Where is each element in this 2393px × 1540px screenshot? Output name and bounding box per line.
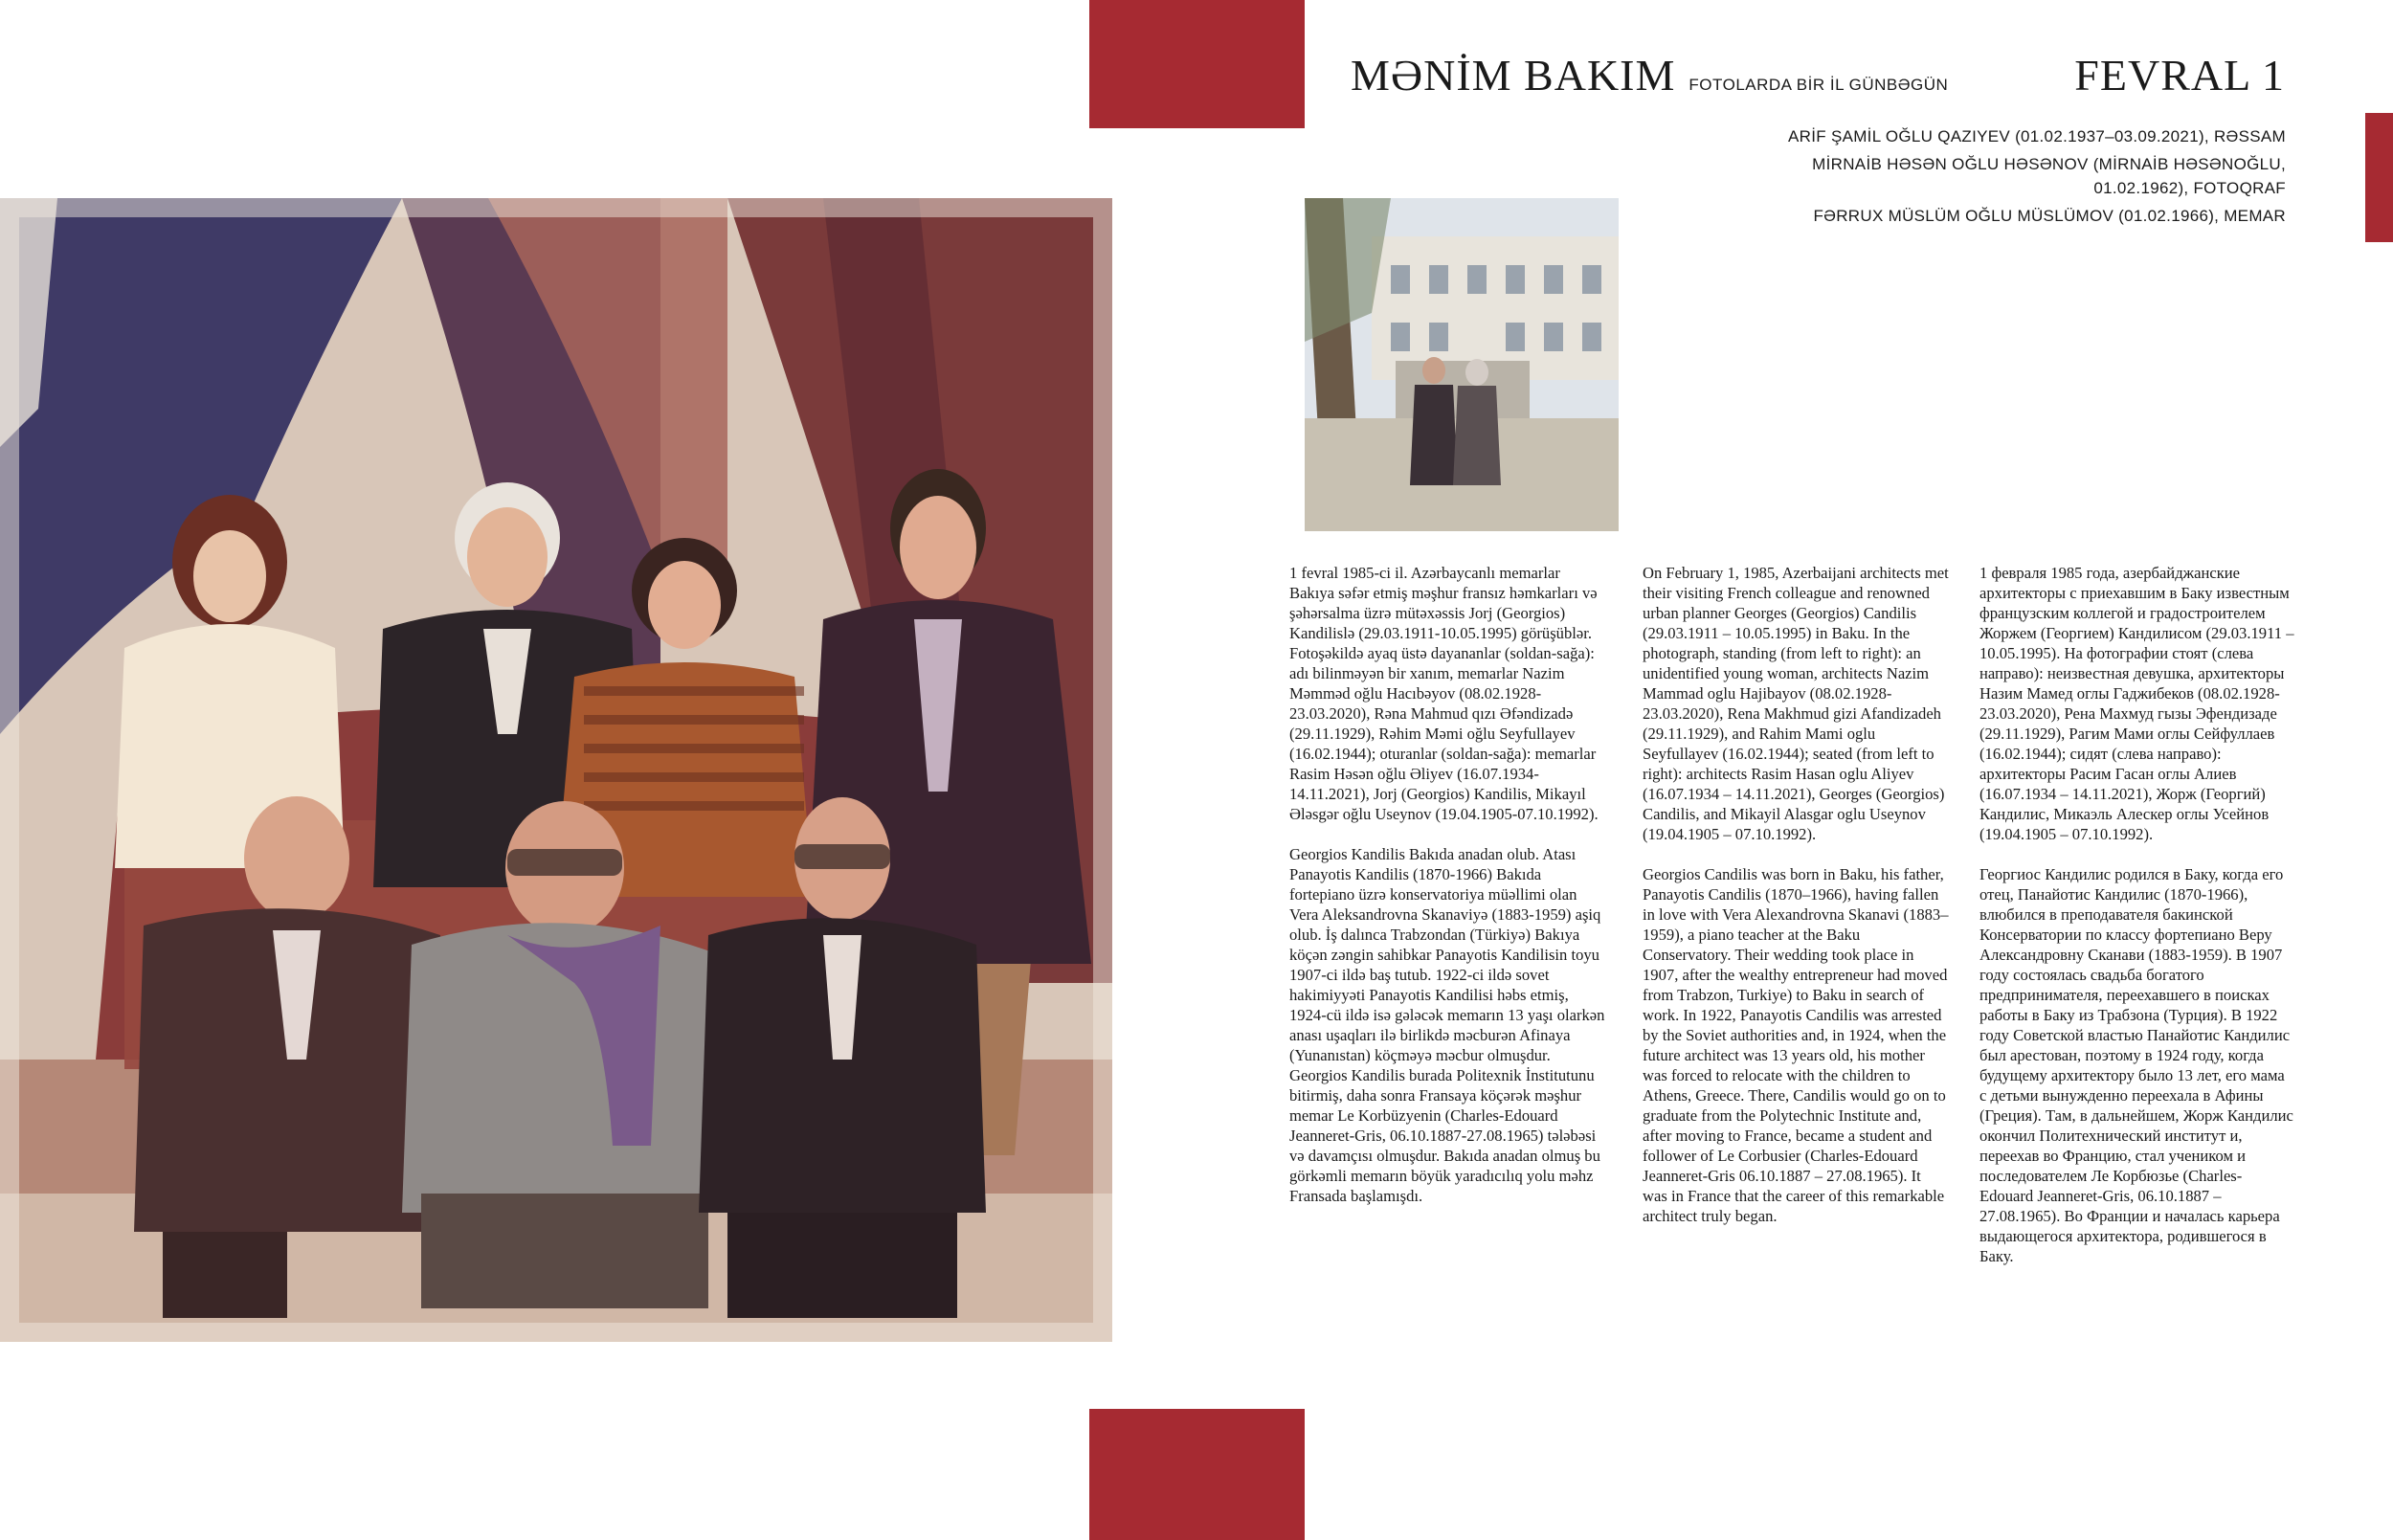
paragraph: Георгиос Кандилис родился в Баку, когда его отец, Панайотис Кандилис (1870-1966), влюбился в преподавателя бакинской Консерватории по классу фортепиано Веру Александровну Сканави (1883-1959). В 1907 году состоялась свадьба богатого предпринимателя, переехавшего в поисках работы в Баку из Трабзона (Турция). В 1922 году Советской властью Панайотис Кандилис был арестован, поэтому в 1924 году, когда будущему архитектору было 13 лет, его мама с детьми вынужденно переехала в Афины (Греция). Там, в дальнейшем, Жорж Кандилис окончил Политехнический институт и, переехав во Францию, стал учеником и последователем Ле Корбюзье (Charles-Edouard Jeanneret-Gris, 06.10.1887 – 27.08.1965). Во Франции и началась карьера выдающегося архитектора, родившегося в Баку. <box>1979 865 2293 1265</box>
paragraph: 1 февраля 1985 года, азербайджанские архитекторы с приехавшим в Баку известным французским коллегой и градостроителем Жоржем (Георгием) Кандилисом (29.03.1911 – 10.05.1995). На фотографии стоят (слева направо): неизвестная девушка, архитекторы Назим Мамед оглы Гаджибеков (08.02.1928-23.03.2020), Рена Махмуд гызы Эфендизаде (29.11.1929), Рагим Мами оглы Сейфуллаев (16.02.1944); сидят (слева направо): архитекторы Расим Гасан оглы Алиев (16.07.1934 – 14.11.2021), Жорж (Георгий) Кандилис, Микаэль Алескер оглы Усейнов (19.04.1905 – 07.10.1992). <box>1979 564 2294 843</box>
book-subtitle: FOTOLARDA BİR İL GÜNBƏGÜN <box>1689 76 1949 94</box>
birthday-entry: MİRNAİB HƏSƏN OĞLU HƏSƏNOV (MİRNAİB HƏSƏNOĞLU, 01.02.1962), FOTOQRAF <box>1812 155 2286 197</box>
paragraph: 1 fevral 1985-ci il. Azərbaycanlı memarlar Bakıya səfər etmiş məşhur fransız həmkarları və şəhərsalma üzrə mütəxəssis Jorj (Georgios) Kandilislə (29.03.1911-10.05.1995) görüşüblər. Fotoşəkildə ayaq üstə dayananlar (soldan-sağa): adı bilinməyən bir xanım, memarlar Nazim Məmməd oğlu Hacıbəyov (08.02.1928-23.03.2020), Rəna Mahmud qızı Əfəndizadə (29.11.1929), Rəhim Məmi oğlu Seyfullayev (16.02.1944); oturanlar (soldan-sağa): memarlar Rasim Həsən oğlu Əliyev (16.07.1934-14.11.2021), Jorj (Georgios) Kandilis, Mikayıl Ələsgər oğlu Useynov (19.04.1905-07.10.1992). <box>1289 564 1599 823</box>
decorative-edge-tab <box>2365 113 2393 242</box>
decorative-top-block <box>1089 0 1305 128</box>
birthday-entry: FƏRRUX MÜSLÜM OĞLU MÜSLÜMOV (01.02.1966), MEMAR <box>1813 207 2286 225</box>
book-title: MƏNİM BAKIM <box>1351 51 1676 100</box>
paragraph: Georgios Candilis was born in Baku, his father, Panayotis Candilis (1870–1966), having fallen in love with Vera Alexandrovna Skanavi (1883–1959), a piano teacher at the Baku Conservatory. Their wedding took place in 1907, after the wealthy entrepreneur had moved from Trabzon, Turkiye) to Baku in search of work. In 1922, Panayotis Candilis was arrested by the Soviet authorities and, in 1924, when the future architect was 13 years old, his mother was forced to relocate with the children to Athens, Greece. There, Candilis would go on to graduate from the Polytechnic Institute and, after moving to France, became a student and follower of Le Corbusier (Charles-Edouard Jeanneret-Gris 06.10.1887 – 27.08.1965). It was in France that the career of this remarkable architect truly began. <box>1643 865 1949 1225</box>
birthday-entry: ARİF ŞAMİL OĞLU QAZIYEV (01.02.1937–03.09.2021), RƏSSAM <box>1788 127 2286 145</box>
text-column-russian <box>1979 563 2295 1286</box>
text-column-azerbaijani <box>1289 563 1609 1226</box>
group-photograph <box>0 198 1112 1342</box>
paragraph: Georgios Kandilis Bakıda anadan olub. Atası Panayotis Kandilis (1870-1966) Bakıda fortepiano üzrə konservatoriya müəllimi olan Vera Aleksandrovna Skanaviyə (1883-1959) aşiq olub. İş dalınca Trabzondan (Türkiyə) Bakıya köçən zəngin sahibkar Panayotis Kandilisin toyu 1907-ci ildə baş tutub. 1922-ci ildə sovet hakimiyyəti Panayotis Kandilisi həbs etmiş, 1924-cü ildə isə gələcək memarın 13 yaşı olarkən anası uşaqları ilə birlikdə məcburən Afinaya (Yunanıstan) köçməyə məcbur olmuşdur. Georgios Kandilis burada Politexnik İnstitutunu bitirmiş, daha sonra Fransaya köçərək məşhur memar Le Korbüzyenin (Charles-Edouard Jeanneret-Gris, 06.10.1887-27.08.1965) tələbəsi və davamçısı olmuşdur. Bakıda anadan olmuş bu görkəmli memarın böyük yaradıcılıq yolu məhz Fransada başlamışdı. <box>1289 845 1605 1205</box>
birthday-list <box>1750 124 2286 232</box>
street-photograph <box>1305 198 1619 531</box>
date-heading: FEVRAL 1 <box>2074 51 2285 100</box>
paragraph: On February 1, 1985, Azerbaijani architects met their visiting French colleague and renowned urban planner Georges (Georgios) Candilis (29.03.1911 – 10.05.1995) in Baku. In the photograph, standing (from left to right): an unidentified young woman, architects Nazim Mammad oglu Hajibayov (08.02.1928-23.03.2020), Rena Makhmud gizi Afandizadeh (29.11.1929), and Rahim Mami oglu Seyfullayev (16.02.1944); seated (from left to right): architects Rasim Hasan oglu Aliyev (16.07.1934 – 14.11.2021), Georges (Georgios) Candilis, and Mikayil Alasgar oglu Useynov (19.04.1905 – 07.10.1992). <box>1643 564 1949 843</box>
text-column-english <box>1643 563 1949 1246</box>
decorative-bottom-block <box>1089 1409 1305 1540</box>
